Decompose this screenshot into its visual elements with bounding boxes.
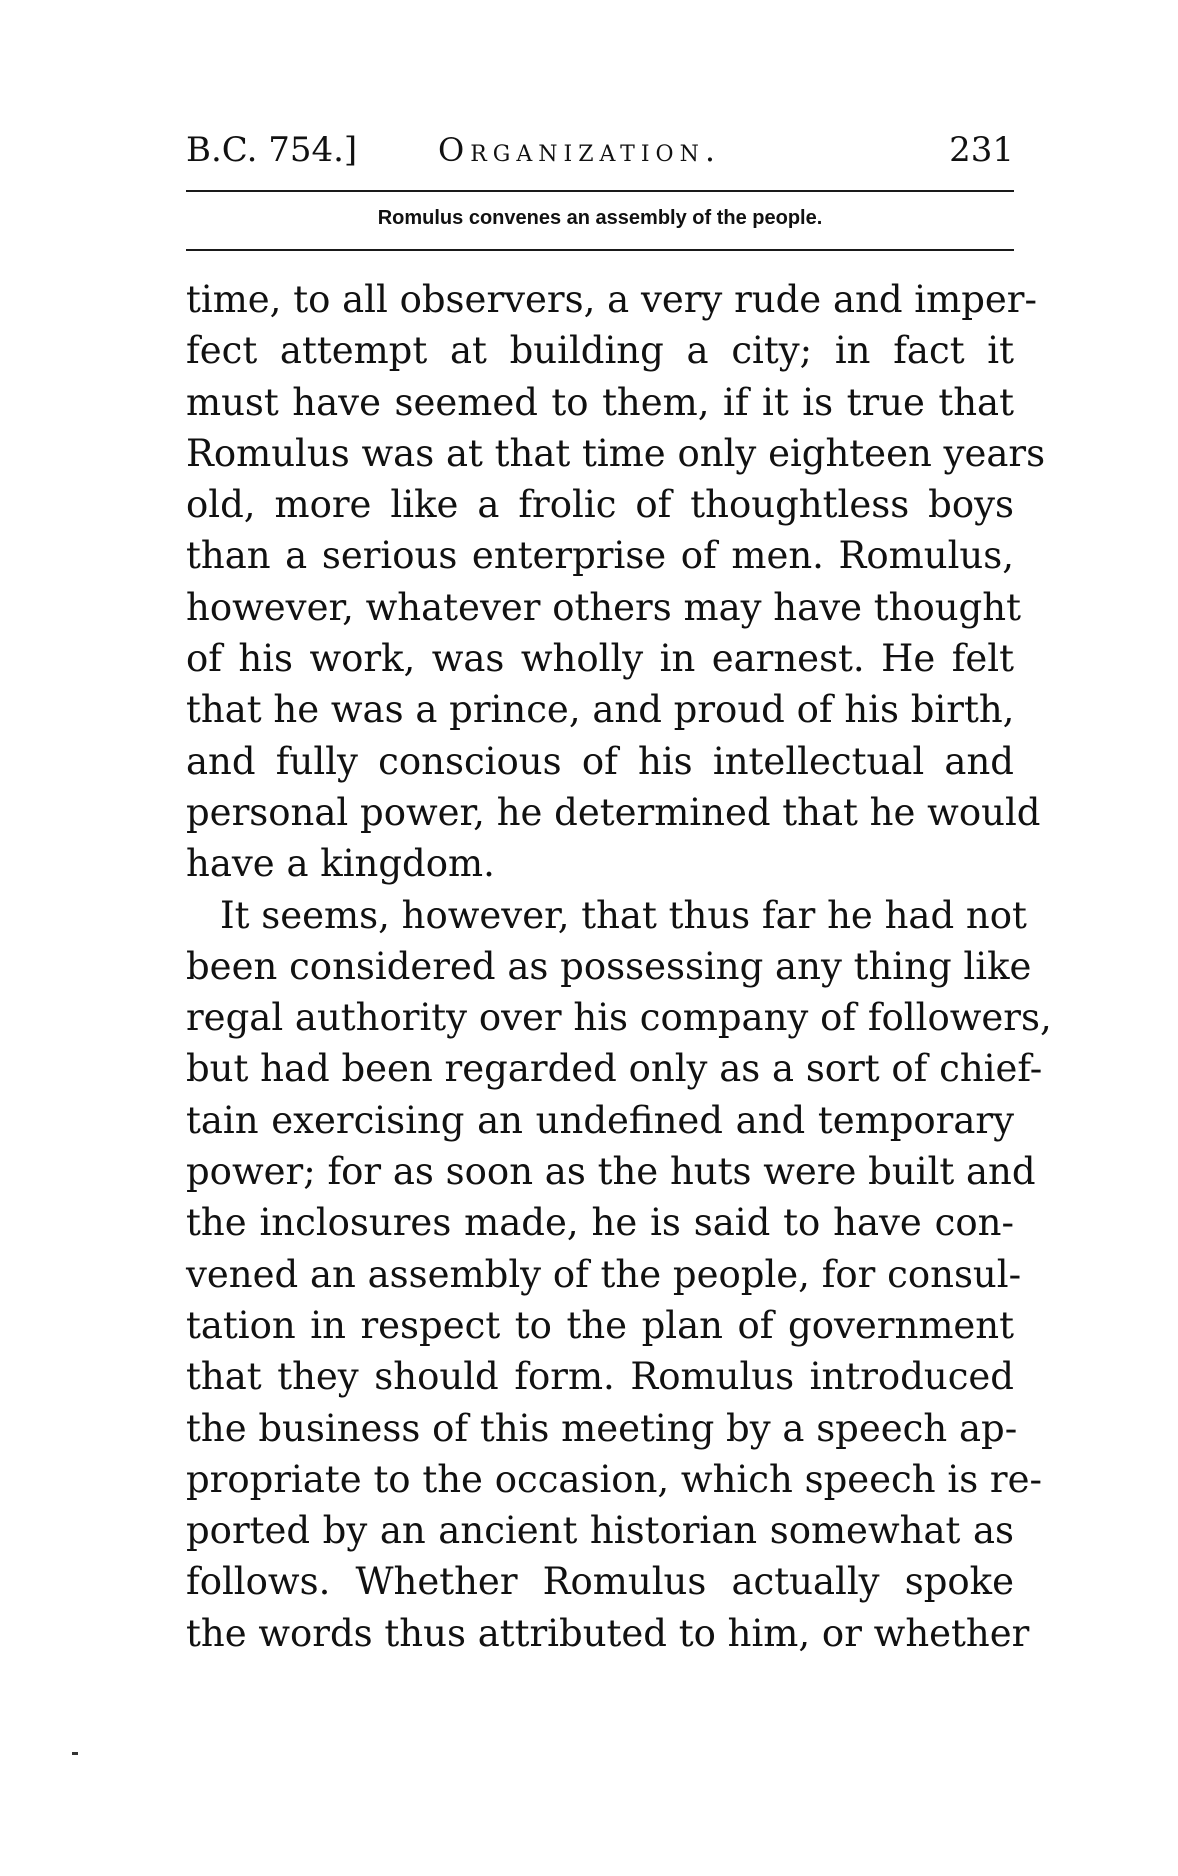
text-line: have a kingdom. (186, 842, 495, 886)
text-line: regal authority over his company of followers, (186, 996, 1052, 1040)
running-head (186, 128, 1014, 178)
bottom-rule (186, 249, 1014, 251)
text-line: than a serious enterprise of men. Romulus, (186, 534, 1014, 578)
running-head-title: Organization. (438, 131, 721, 169)
text-line: fect attempt at building a city; in fact it (186, 329, 1014, 373)
text-line: time, to all observers, a very rude and imper- (186, 278, 1037, 321)
text-line: the business of this meeting by a speech ap- (186, 1406, 1018, 1450)
text-line: that he was a prince, and proud of his birth, (186, 688, 1015, 732)
running-head-date: B.C. 754.] (186, 130, 358, 170)
margin-speck (72, 1752, 78, 1755)
paragraph-start-line: It seems, however, that thus far he had not (220, 893, 1027, 937)
text-line: tain exercising an undefined and temporary (186, 1098, 1014, 1142)
body-text (186, 274, 1052, 1659)
text-line: Romulus was at that time only eighteen years (186, 431, 1046, 475)
text-line: and fully conscious of his intellectual and (186, 739, 1014, 783)
text-line: the words thus attributed to him, or whether (186, 1611, 1030, 1655)
text-line: been considered as possessing any thing like (186, 944, 1032, 988)
page-number: 231 (949, 130, 1014, 170)
text-line: ported by an ancient historian somewhat as (186, 1509, 1014, 1553)
text-line: old, more like a frolic of thoughtless boys (186, 483, 1014, 527)
chapter-subheading: Romulus convenes an assembly of the people. (377, 207, 823, 229)
text-line: that they should form. Romulus introduced (186, 1355, 1014, 1399)
text-line: follows. Whether Romulus actually spoke (186, 1560, 1014, 1604)
text-line: propriate to the occasion, which speech is re- (186, 1457, 1043, 1501)
text-line: of his work, was wholly in earnest. He felt (186, 637, 1014, 681)
text-line: however, whatever others may have thought (186, 585, 1021, 629)
text-line: but had been regarded only as a sort of chief- (186, 1047, 1043, 1091)
text-line: must have seemed to them, if it is true that (186, 380, 1014, 424)
text-line: personal power, he determined that he would (186, 790, 1041, 834)
text-line: the inclosures made, he is said to have con- (186, 1201, 1014, 1245)
text-line: tation in respect to the plan of government (186, 1303, 1014, 1347)
text-line: power; for as soon as the huts were built and (186, 1150, 1036, 1194)
top-rule (186, 190, 1014, 192)
text-line: vened an assembly of the people, for consul- (186, 1252, 1022, 1296)
